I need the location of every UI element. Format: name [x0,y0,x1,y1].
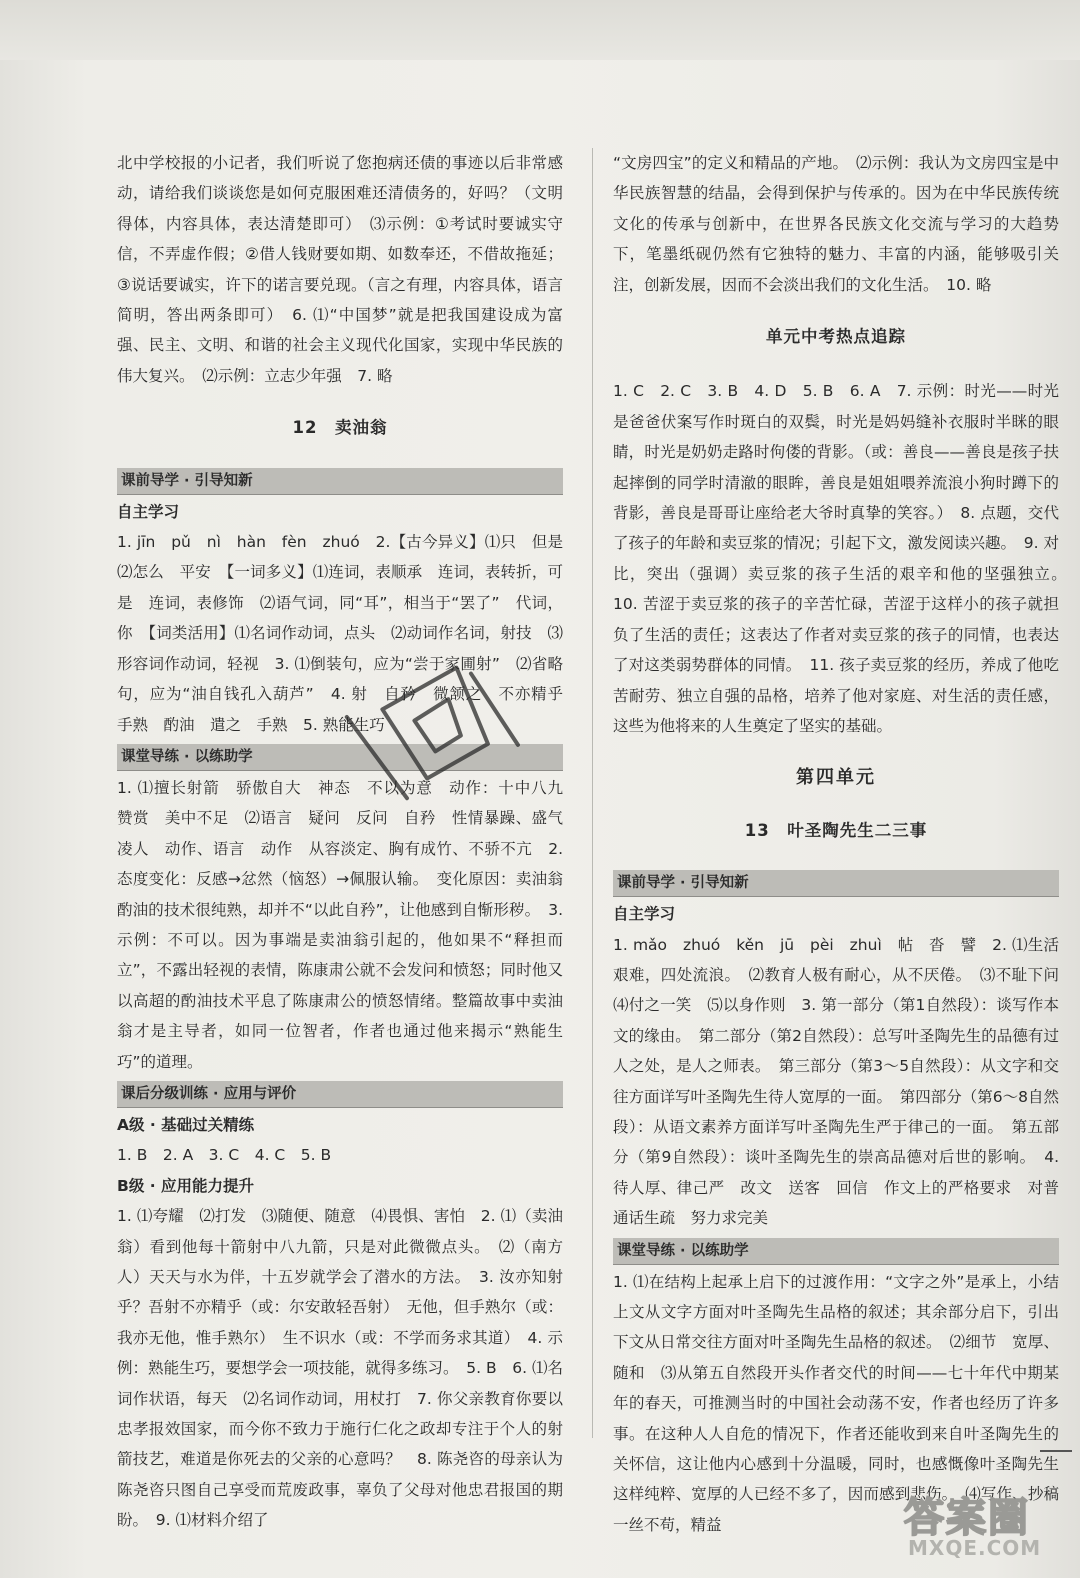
self-study-answers: 1. jīn pǔ nì hàn fèn zhuó 2.【古今异义】⑴只 但是 ⑵怎么 平安 【一词多义】⑴连词，表顺承 连词，表转折，可是 连词，表修饰 ⑵语气词，同“耳”，相当于“罢了” 代词，你 【词类活用】⑴名词作动词，点头 ⑵动词作名词，射技 ⑶形容词作动词，轻视 3. ⑴倒装句，应为“尝于家圃射” ⑵省略句，应为“油自钱孔入葫芦” 4. 射 自矜 微颔之 不亦精乎 手熟 酌油 遣之 手熟 5. 熟能生巧 [117,533,579,734]
level-b-answers: 1. ⑴夸耀 ⑵打发 ⑶随便、随意 ⑷畏惧、害怕 2. ⑴（卖油翁）看到他每十箭射中八九箭，只是对此微微点头。 ⑵（南方人）天天与水为伴，十五岁就学会了潜水的方法。 3. 汝亦知射乎？吾射不亦精乎（或：尔安敢轻吾射） 无他，但手熟尔（或：我亦无他，惟手熟尔） 生不识水（或：不学而务求其道） 4. 示例：熟能生巧，要想学会一项技能，就得多练习。 5. B 6. ⑴名词作状语，每天 ⑵名词作动词，用杖打 7. 你父亲教育你要以忠孝报效国家，而今你不致力于施行仁化之政却专注于个人的射箭技艺，难道是你死去的父亲的心意吗？ 8. 陈尧咨的母亲认为陈尧咨只图自己享受而荒废政事，辜负了父母对他忠君报国的期盼。 9. ⑴材料介绍了 [117,1207,563,1530]
watermark-url-text: MXQE.COM [908,1536,1042,1560]
site-watermark-logo [890,1480,1060,1570]
right-column [613,148,1075,1540]
scan-top-shadow [0,0,1080,60]
page-edge-mark [1040,1450,1072,1452]
level-a-answers: 1. B 2. A 3. C 4. C 5. B [117,1146,332,1165]
subheading-self-study: 自主学习 [117,502,180,521]
right-intro-text: “文房四宝”的定义和精品的产地。 ⑵示例：我认为文房四宝是中华民族智慧的结晶，会得到保护与传承的。因为在中华民族传统文化的传承与创新中，在世界各民族文化交流与学习的大趋势下，笔墨纸砚仍然有它独特的魅力、丰富的内涵，能够吸引关注，创新发展，因而不会淡出我们的文化生活。 10. 略 [613,154,1059,294]
self-study-answers-13: 1. mǎo zhuó kěn jū pèi zhuì 帖 沓 譬 2. ⑴生活艰难，四处流浪。 ⑵教育人极有耐心，从不厌倦。 ⑶不耻下问 ⑷付之一笑 ⑸以身作则 3. 第一部分（第1自然段）：谈写作本文的缘由。 第二部分（第2自然段）：总写叶圣陶先生的品德有过人之处，是人之师表。 第三部分（第3～5自然段）：从文字和交往方面详写叶圣陶先生待人宽厚的一面。 第四部分（第6～8自然段）：从语文素养方面详写叶圣陶先生严于律己的一面。 第五部分（第9自然段）：谈叶圣陶先生的崇高品德对后世的影响。 4. 待人厚、律己严 改文 送客 回信 作文上的严格要求 对普通话生疏 努力求完美 [613,935,1075,1228]
column-divider [592,148,593,1438]
section-bar-classroom-13: 课堂导练 · 以练助学 [613,1238,1059,1265]
classroom-answers: 1. ⑴擅长射箭 骄傲自大 神态 不以为意 动作：十中八九 赞赏 美中不足 ⑵语言 疑问 反问 自矜 性情暴躁、盛气凌人 动作、语言 动作 从容淡定、胸有成竹、不骄不亢 2. 态度变化：反感→忿然（恼怒）→佩服认输。 变化原因：卖油翁酌油的技术很纯熟，却并不“以此自矜”，让他感到自惭形秽。 3. 示例：不可以。因为事端是卖油翁引起的，他如果不“释担而立”，不露出轻视的表情，陈康肃公就不会发问和愤怒；同时他又以高超的酌油技术平息了陈康肃公的愤怒情绪。整篇故事中卖油翁才是主导者，如同一位智者，作者也通过他来揭示“熟能生巧”的道理。 [117,778,579,1071]
classroom-answers-13: 1. ⑴在结构上起承上启下的过渡作用：“文字之外”是承上，小结上文从文字方面对叶圣陶先生品格的叙述；其余部分启下，引出下文从日常交往方面对叶圣陶先生品格的叙述。 ⑵细节 宽厚、随和 ⑶从第五自然段开头作者交代的时间——七十年代中期某年的春天，可推测当时的中国社会动荡不安，作者也经历了许多事。在这种人人自危的情况下，作者还能收到来自叶圣陶先生的关怀信，这让他内心感到十分温暖，同时，也感慨像叶圣陶先生这样纯粹、宽厚的人已经不多了，因而感到悲伤。 ⑷写作、抄稿 一丝不苟，精益 [613,1272,1075,1534]
lesson-12-title: 12 卖油翁 [292,418,388,438]
subheading-self-study-13: 自主学习 [613,905,676,924]
section-bar-preview-13: 课前导学 · 引导知新 [613,870,1059,897]
left-column [117,148,579,1536]
hot-topics-title: 单元中考热点追踪 [766,327,906,347]
hot-topics-answers: 1. C 2. C 3. B 4. D 5. B 6. A 7. 示例：时光——时光是爸爸伏案写作时斑白的双鬓，时光是妈妈缝补衣服时半眯的眼睛，时光是奶奶走路时佝偻的背影。（或：善良——善良是孩子扶起摔倒的同学时清澈的眼眸，善良是姐姐喂养流浪小狗时蹲下的背影，善良是哥哥让座给老大爷时真挚的笑容。） 8. 点题，交代了孩子的年龄和卖豆浆的情况；引起下文，激发阅读兴趣。 9. 对比，突出（强调）卖豆浆的孩子生活的艰辛和他的坚强独立。 10. 苦涩于卖豆浆的孩子的辛苦忙碌，苦涩于这样小的孩子就担负了生活的责任；这表达了作者对卖豆浆的孩子的同情，也表达了对这类弱势群体的同情。 11. 孩子卖豆浆的经历，养成了他吃苦耐劳、独立自强的品格，培养了他对家庭、对生活的责任感，这些为他将来的人生奠定了坚实的基础。 [613,382,1075,735]
section-bar-graded-training: 课后分级训练 · 应用与评价 [117,1081,563,1108]
watermark-main-text: 答案圈 [904,1495,1030,1541]
lesson-13-title: 13 叶圣陶先生二三事 [744,820,928,840]
left-intro-text: 北中学校报的小记者，我们听说了您抱病还债的事迹以后非常感动，请给我们谈谈您是如何克服困难还清债务的，好吗？（文明得体，内容具体，表达清楚即可） ⑶示例：①考试时要诚实守信，不弄虚作假；②借人钱财要如期、如数奉还，不借故拖延；③说话要诚实，许下的诺言要兑现。（言之有理，内容具体，语言简明，答出两条即可） 6. ⑴“中国梦”就是把我国建设成为富强、民主、文明、和谐的社会主义现代化国家，实现中华民族的伟大复兴。 ⑵示例：立志少年强 7. 略 [117,154,563,385]
subheading-level-b: B级 · 应用能力提升 [117,1176,254,1195]
unit-four-title: 第四单元 [796,767,876,789]
section-bar-classroom: 课堂导练 · 以练助学 [117,744,563,771]
subheading-level-a: A级 · 基础过关精练 [117,1115,255,1134]
section-bar-preview: 课前导学 · 引导知新 [117,468,563,495]
